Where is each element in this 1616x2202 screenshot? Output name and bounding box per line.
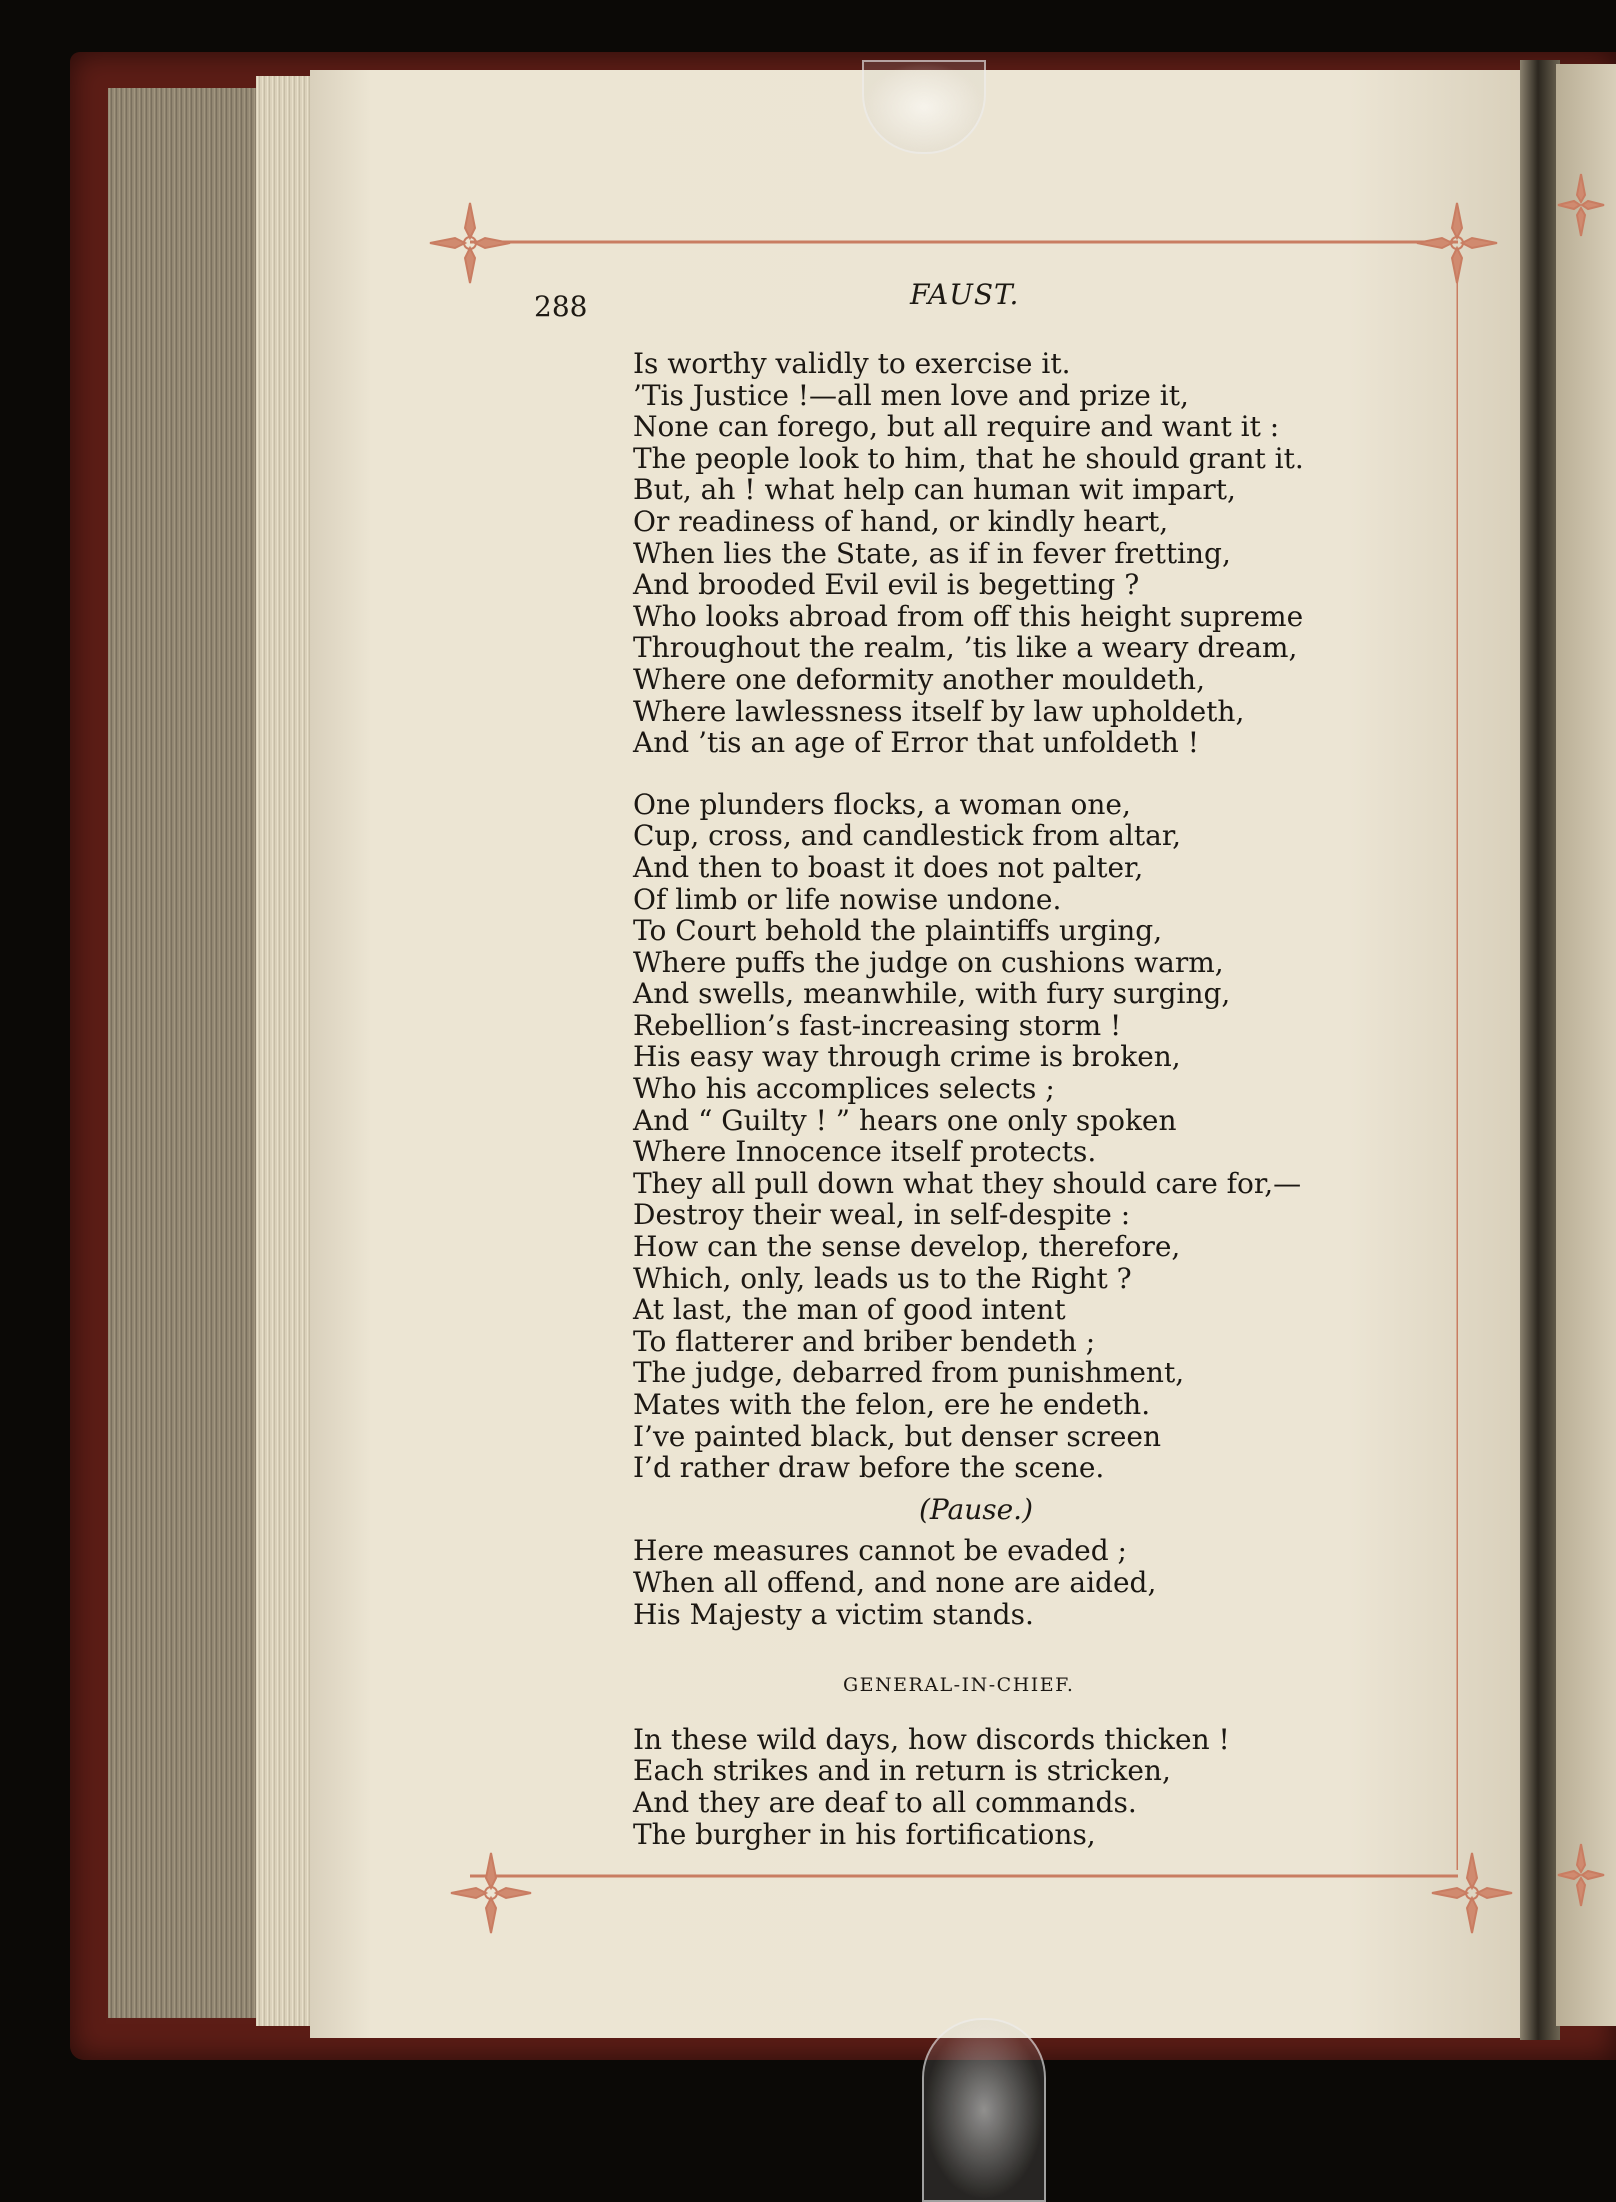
corner-cross-top-right: [1412, 198, 1502, 288]
verse-line: None can forego, but all require and want it :: [633, 410, 1280, 444]
verse-line: His easy way through crime is broken,: [633, 1040, 1181, 1074]
facing-page-edge: [1556, 64, 1616, 2026]
page-title: FAUST.: [910, 278, 1020, 311]
verse-line: Or readiness of hand, or kindly heart,: [633, 504, 1169, 538]
verse-line: Rebellion’s fast-increasing storm !: [633, 1008, 1122, 1042]
verse-line: They all pull down what they should care for,—: [633, 1166, 1302, 1200]
page-clip-top: [862, 60, 986, 154]
verse-line: Cup, cross, and candlestick from altar,: [633, 819, 1182, 853]
verse-line: At last, the man of good intent: [633, 1293, 1066, 1327]
verse-line: Throughout the realm, ’tis like a weary dream,: [633, 631, 1298, 665]
verse-line: The burgher in his fortifications,: [633, 1817, 1096, 1851]
verse-line: Here measures cannot be evaded ;: [633, 1534, 1127, 1568]
verse-line: To flatterer and briber bendeth ;: [633, 1324, 1096, 1358]
book-gutter: [1520, 60, 1560, 2040]
verse-line: The people look to him, that he should grant it.: [633, 441, 1304, 475]
verse-line: Which, only, leads us to the Right ?: [633, 1261, 1132, 1295]
corner-cross-bottom-right: [1427, 1848, 1517, 1938]
page-edges: [256, 76, 316, 2026]
verse-line: And swells, meanwhile, with fury surging,: [633, 977, 1231, 1011]
verse-line: His Majesty a victim stands.: [633, 1597, 1034, 1631]
speaker-name: GENERAL-IN-CHIEF.: [843, 1674, 1075, 1697]
verse-line: To Court behold the plaintiffs urging,: [633, 914, 1163, 948]
verse-line: Each strikes and in return is stricken,: [633, 1754, 1171, 1788]
verse-line: When all offend, and none are aided,: [633, 1565, 1157, 1599]
verse-line: And they are deaf to all commands.: [633, 1785, 1137, 1819]
verse-line: Of limb or life nowise undone.: [633, 882, 1062, 916]
stanza: [633, 1535, 1333, 1630]
verse-line: Mates with the felon, ere he endeth.: [633, 1388, 1151, 1421]
verse-line: Where Innocence itself protects.: [633, 1135, 1097, 1169]
stanza-gap: [633, 759, 1333, 789]
stanza: [633, 1724, 1333, 1850]
verse-line: Where lawlessness itself by law upholdeth,: [633, 694, 1245, 728]
verse-line: I’ve painted black, but denser screen: [633, 1419, 1161, 1453]
verse-line: Where one deformity another mouldeth,: [633, 662, 1205, 696]
poem-text: [633, 348, 1333, 1850]
verse-line: And then to boast it does not palter,: [633, 850, 1144, 884]
verse-line: Is worthy validly to exercise it.: [633, 347, 1071, 380]
verse-line: The judge, debarred from punishment,: [633, 1356, 1185, 1390]
stanza: [633, 789, 1333, 1484]
corner-cross-top-left: [425, 198, 515, 288]
verse-line: ’Tis Justice !—all men love and prize it,: [633, 378, 1189, 412]
verse-line: And brooded Evil evil is begetting ?: [633, 568, 1140, 602]
page-clip-bottom: [922, 2018, 1046, 2202]
verse-line: And “ Guilty ! ” hears one only spoken: [633, 1103, 1177, 1137]
verse-line: But, ah ! what help can human wit impart,: [633, 473, 1236, 507]
stage-direction: (Pause.): [919, 1492, 1033, 1526]
page-number: 288: [534, 290, 588, 323]
facing-page-cross-bottom: [1556, 1840, 1606, 1910]
verse-line: In these wild days, how discords thicken !: [633, 1722, 1230, 1756]
verse-line: Destroy their weal, in self-despite :: [633, 1198, 1131, 1232]
verse-line: I’d rather draw before the scene.: [633, 1451, 1105, 1485]
verse-line: Who his accomplices selects ;: [633, 1072, 1055, 1106]
verse-line: Where puffs the judge on cushions warm,: [633, 945, 1224, 979]
verse-line: How can the sense develop, therefore,: [633, 1230, 1181, 1264]
verse-line: Who looks abroad from off this height supreme: [633, 599, 1304, 633]
verse-line: When lies the State, as if in fever fretting,: [633, 536, 1231, 570]
verse-line: And ’tis an age of Error that unfoldeth !: [633, 726, 1199, 760]
verse-line: One plunders flocks, a woman one,: [633, 787, 1131, 821]
corner-cross-bottom-left: [446, 1848, 536, 1938]
facing-page-cross-top: [1556, 170, 1606, 240]
stanza: [633, 348, 1333, 759]
